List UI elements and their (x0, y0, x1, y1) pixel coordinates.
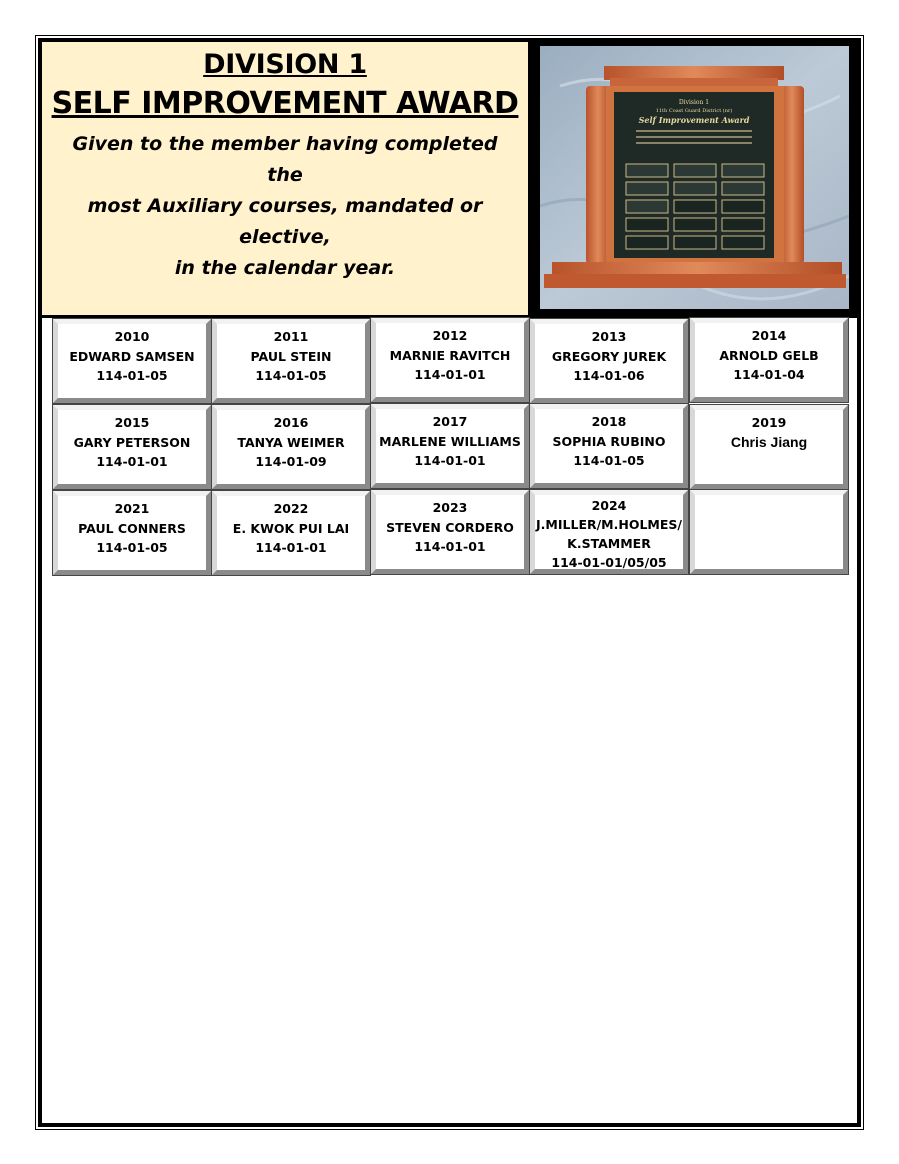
plaque-code: 114-01-01 (414, 453, 486, 468)
plaque-name: SOPHIA RUBINO (552, 433, 666, 449)
plaque-engraving: Self Improvement Award (638, 115, 750, 125)
division-title: DIVISION 1 (203, 49, 367, 80)
plaque-year: 2018 (591, 414, 627, 429)
plaque-code: 114-01-01 (255, 540, 327, 555)
plaque-name: E. KWOK PUI LAI (232, 520, 350, 536)
plaque-name: STEVEN CORDERO (386, 519, 514, 535)
plaque-year: 2016 (273, 415, 309, 430)
plaque-name: Chris Jiang (730, 433, 808, 450)
plaque-engraving: 11th Coast Guard District (nr) (655, 108, 733, 114)
award-plaque (53, 491, 211, 575)
award-plaque (371, 318, 529, 402)
plaque-code: 114-01-01 (414, 539, 486, 554)
plaque-base (552, 262, 842, 276)
plaque-name: ARNOLD GELB (719, 347, 819, 363)
plaque-photo (528, 42, 857, 315)
plaque-code: 114-01-01 (96, 454, 168, 469)
plaque-year: 2023 (432, 500, 468, 515)
plaque-code: 114-01-05 (96, 540, 168, 555)
plaque-year: 2021 (114, 501, 150, 516)
plaque-code: 114-01-05 (255, 368, 327, 383)
plaque-year: 2015 (114, 415, 150, 430)
plaque-code: 114-01-04 (733, 367, 805, 382)
award-plaque-empty (690, 490, 848, 574)
plaque-year: 2022 (273, 501, 309, 516)
plaque-name: TANYA WEIMER (237, 434, 345, 450)
plaque-year: 2024 (591, 498, 627, 513)
award-plaque (690, 318, 848, 402)
plaque-code: 114-01-06 (573, 368, 645, 383)
plaque-name: PAUL CONNERS (78, 520, 186, 536)
plaque-code: 114-01-01 (414, 367, 486, 382)
plaque-photo-image (540, 46, 849, 309)
plaque-year: 2017 (432, 414, 468, 429)
plaque-crown (604, 66, 784, 80)
award-description (56, 129, 514, 284)
plaque-year: 2012 (432, 328, 468, 343)
award-title: SELF IMPROVEMENT AWARD (51, 86, 519, 121)
award-plaque (371, 490, 529, 574)
plaque-code: 114-01-01/05/05 (551, 555, 667, 570)
plaque-year: 2011 (273, 329, 309, 344)
award-header (42, 42, 528, 315)
plaque-name: MARNIE RAVITCH (389, 347, 511, 363)
award-plaque (212, 319, 370, 403)
plaque-year: 2014 (751, 328, 787, 343)
award-plaque (53, 319, 211, 403)
award-description-line: most Auxiliary courses, mandated or elective, (87, 195, 483, 248)
plaque-name: EDWARD SAMSEN (69, 348, 195, 364)
plaque-name: PAUL STEIN (250, 348, 332, 364)
plaque-year: 2019 (751, 415, 787, 430)
plaque-code: 114-01-05 (96, 368, 168, 383)
plaque-nameplates (626, 164, 764, 249)
award-description-line: Given to the member having completed the (72, 133, 498, 186)
plaque-year: 2013 (591, 329, 627, 344)
award-plaque (530, 319, 688, 403)
plaque-name: MARLENE WILLIAMS (379, 433, 521, 449)
plaque-engraving: Division 1 (678, 99, 710, 106)
plaque-name: K.STAMMER (567, 536, 651, 551)
award-plaque (212, 405, 370, 489)
plaque-name: GREGORY JUREK (551, 348, 667, 364)
award-plaque (530, 490, 688, 574)
award-plaque (53, 405, 211, 489)
plaque-code: 114-01-09 (255, 454, 327, 469)
award-plaque (212, 491, 370, 575)
plaque-year: 2010 (114, 329, 150, 344)
award-plaque (371, 404, 529, 488)
award-plaque (530, 404, 688, 488)
award-description-line: in the calendar year. (174, 257, 396, 279)
plaque-name: J.MILLER/M.HOLMES/ (536, 517, 682, 532)
plaque-name: GARY PETERSON (73, 434, 191, 450)
award-plaque (690, 405, 848, 489)
plaque-code: 114-01-05 (573, 453, 645, 468)
